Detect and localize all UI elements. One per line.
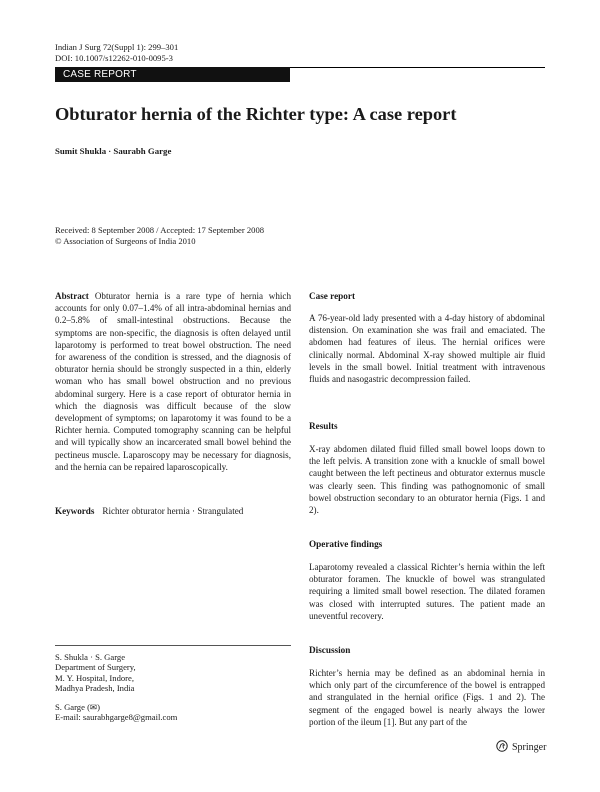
case-report-heading: Case report [309,291,356,301]
publisher-name: Springer [512,742,547,753]
email[interactable]: E-mail: saurabhgarge8@gmail.com [55,712,178,723]
copyright: © Association of Surgeons of India 2010 [55,236,196,246]
abstract [55,290,291,473]
received-dates: Received: 8 September 2008 / Accepted: 17 September 2008 [55,225,265,235]
keywords-text: Richter obturator hernia · Strangulated [102,506,244,516]
springer-horse-icon [496,740,508,755]
section-label: CASE REPORT [55,67,290,82]
results-text: X-ray abdomen dilated fluid filled small bowel loops down to the left pelvis. A transition zone with a knuckle of small bowel caught between the left pectineus and obturator externus muscle was clearly seen. This finding was pathognomonic of small bowel obstruction secondary to an obturator hernia (Figs. 1 and 2). [309,444,545,516]
doi: DOI: 10.1007/s12262-010-0095-3 [55,53,173,63]
operative-text: Laparotomy revealed a classical Richter’s hernia within the left obturator foramen. The knuckle of bowel was strangulated requiring a limited small bowel resection. The dilated foramen was closed with interrupted sutures. The patient made an uneventful recovery. [309,562,545,621]
affiliation-region: Madhya Pradesh, India [55,683,135,694]
corresponding-author: S. Garge (✉) [55,701,100,712]
case-report-text: A 76-year-old lady presented with a 4-day history of abdominal distension. On examination she was frail and emaciated. The abdomen had features of ileus. The hernial orifices were clinically normal. Abdominal X-ray showed multiple air fluid levels in the small bowel. Initial treatment with intravenous fluids and nasogastric decompression failed. [309,313,545,385]
affiliation-rule [55,645,291,646]
results-heading: Results [309,421,338,431]
discussion-text: Richter’s hernia may be defined as an abdominal hernia in which only part of the circumference of the bowel is entrapped and strangulated in the hernial orifice (Figs. 1 and 2). The segment of the engaged bowel is nearly always the lower portion of the ileum [1]. But any part of the [309,668,545,727]
discussion-heading: Discussion [309,645,351,655]
keywords [55,505,291,517]
affiliation-block [55,652,291,722]
affiliation-names: S. Shukla · S. Garge [55,652,126,662]
operative-heading: Operative findings [309,539,383,549]
affiliation-hospital: M. Y. Hospital, Indore, [55,672,135,683]
abstract-label: Abstract [55,291,89,301]
article-title: Obturator hernia of the Richter type: A case report [55,104,457,124]
affiliation-dept: Department of Surgery, [55,662,136,673]
keywords-label: Keywords [55,506,95,516]
publisher-logo [496,740,546,755]
authors: Sumit Shukla · Saurabh Garge [55,146,172,156]
journal-citation: Indian J Surg 72(Suppl 1): 299–301 [55,42,179,52]
abstract-text: Obturator hernia is a rare type of hernia which accounts for only 0.07–1.4% of all intra-abdominal hernias and 0.2–5.8% of small-intestinal obstructions. Because the symptoms are non-specific, the diagnosis is often delayed until laparotomy is performed to treat bowel obstruction. The need for awareness of the condition is stressed, and the diagnosis of obturator hernia should be strongly suspected in a thin, elderly woman who has small bowel obstruction and no previous abdominal surgery. Here is a case report of obturator hernia in which the diagnosis was difficult because of the slow development of symptoms; on laparotomy it was found to be a Richter hernia. Computed tomography scanning can be helpful and will typically show an incarcerated small bowel behind the pectineus muscle. Laparoscopy may be necessary for diagnosis, and the hernia can be repaired laparoscopically. [55,291,291,472]
